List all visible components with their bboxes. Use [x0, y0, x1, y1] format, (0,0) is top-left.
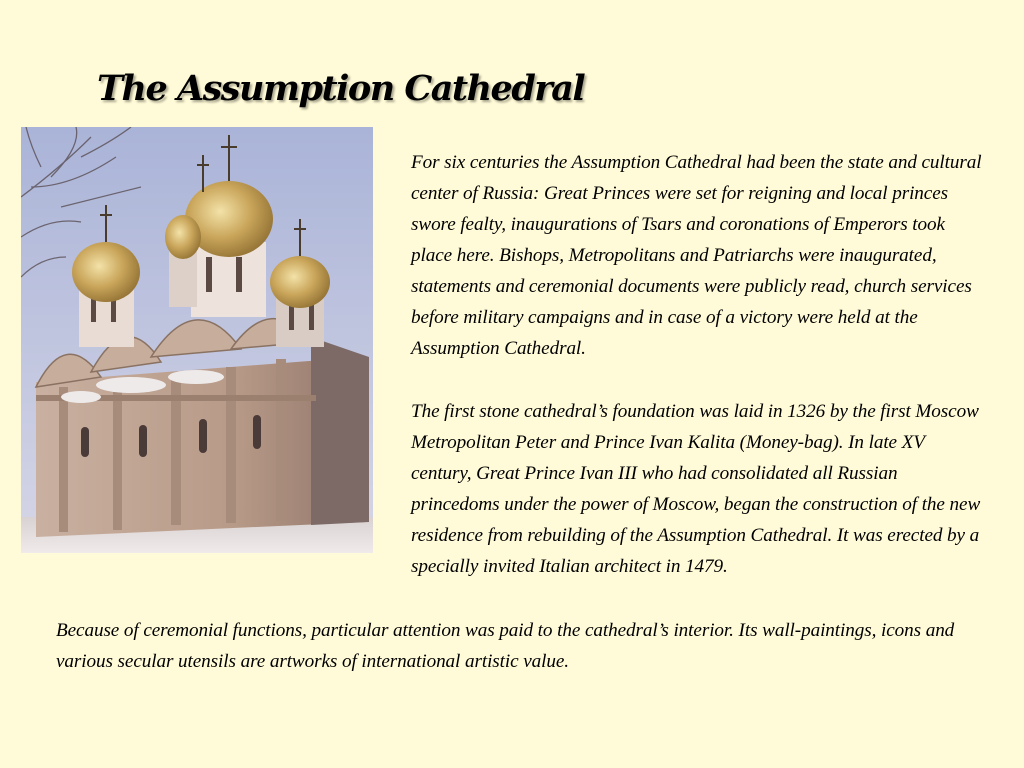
paragraph-3: Because of ceremonial functions, particular attention was paid to the cathedral’s interior. Its wall-paintings, icons and various secular utensils are artworks of international artistic value.	[56, 620, 955, 672]
cathedral-photo	[21, 127, 373, 553]
paragraph-1: For six centuries the Assumption Cathedral had been the state and cultural center of Russia: Great Princes were set for reigning and local princes swore fealty, inaugurations of Tsars and coronations of Emperors took place here. Bishops, Metropolitans and Patriarchs were inaugurated, statements and ceremonial documents were publicly read, church services before military campaigns and in case of a victory were held at the Assumption Cathedral.	[411, 152, 982, 359]
paragraph-2: The first stone cathedral’s foundation was laid in 1326 by the first Moscow Metropolitan Peter and Prince Ivan Kalita (Money-bag). In late XV century, Great Prince Ivan III who had consolidated all Russian princedoms under the power of Moscow, began the construction of the new residence from rebuilding of the Assumption Cathedral. It was erected by a specially invited Italian architect in 1479.	[411, 401, 981, 577]
slide-title: The Assumption Cathedral	[97, 68, 585, 109]
